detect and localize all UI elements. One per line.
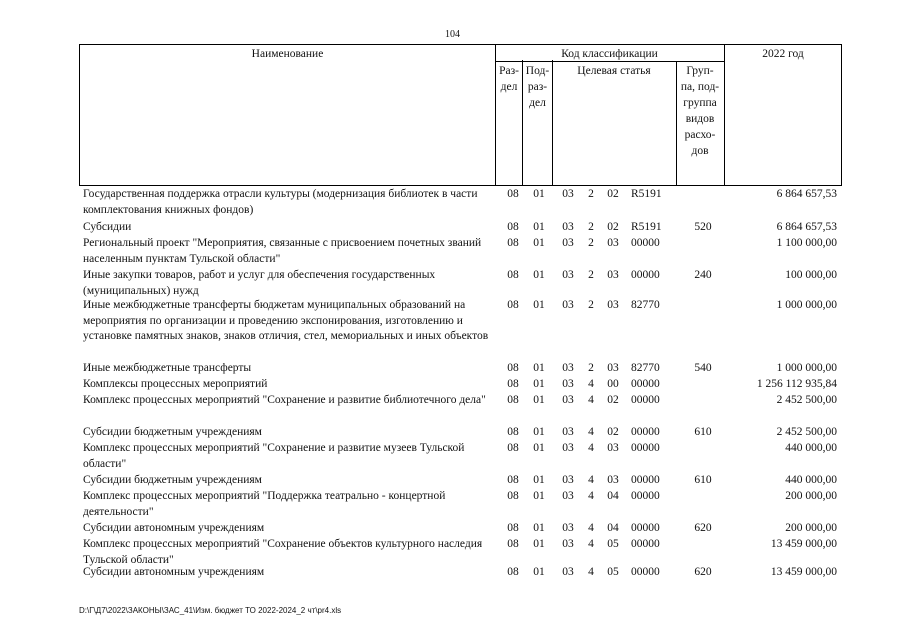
row-target-program: 03	[562, 237, 574, 249]
row-target-program: 03	[562, 426, 574, 438]
row-razdel: 08	[507, 474, 519, 486]
row-razdel: 08	[507, 299, 519, 311]
row-name: Комплексы процессных мероприятий	[83, 378, 268, 390]
row-target-type: 2	[588, 237, 594, 249]
row-target-program: 03	[562, 538, 574, 550]
row-amount: 1 000 000,00	[776, 362, 837, 374]
page-number: 104	[445, 29, 460, 40]
row-target-program: 03	[562, 474, 574, 486]
row-target-program: 03	[562, 394, 574, 406]
row-amount: 200 000,00	[785, 522, 837, 534]
row-razdel: 08	[507, 237, 519, 249]
row-target-direction: 00000	[631, 269, 660, 281]
row-target-direction: R5191	[631, 221, 662, 233]
row-podrazdel: 01	[533, 566, 545, 578]
row-target-type: 4	[588, 566, 594, 578]
row-target-direction: 00000	[631, 394, 660, 406]
row-target-element: 00	[607, 378, 619, 390]
row-amount: 1 100 000,00	[776, 237, 837, 249]
header-classification: Код классификации	[561, 48, 658, 60]
row-expense-group: 540	[694, 362, 712, 374]
row-target-element: 02	[607, 394, 619, 406]
row-amount: 1 256 112 935,84	[756, 378, 837, 390]
row-target-element: 02	[607, 426, 619, 438]
row-podrazdel: 01	[533, 362, 545, 374]
row-razdel: 08	[507, 426, 519, 438]
row-expense-group: 520	[694, 221, 712, 233]
row-podrazdel: 01	[533, 522, 545, 534]
row-target-type: 4	[588, 426, 594, 438]
row-podrazdel: 01	[533, 538, 545, 550]
row-target-direction: 00000	[631, 538, 660, 550]
row-target-program: 03	[562, 362, 574, 374]
row-razdel: 08	[507, 269, 519, 281]
row-amount: 6 864 657,53	[776, 221, 837, 233]
row-target-element: 03	[607, 442, 619, 454]
row-name: Иные закупки товаров, работ и услуг для обеспечения государственных (муниципальных) нужд	[83, 269, 436, 297]
row-target-element: 02	[607, 221, 619, 233]
col-divider	[724, 45, 725, 185]
row-target-type: 2	[588, 362, 594, 374]
row-name: Субсидии	[83, 221, 132, 233]
row-podrazdel: 01	[533, 442, 545, 454]
row-razdel: 08	[507, 221, 519, 233]
row-expense-group: 610	[694, 474, 712, 486]
row-target-direction: 00000	[631, 566, 660, 578]
row-name: Государственная поддержка отрасли культуры (модернизация библиотек в части комплектования книжных фондов)	[83, 188, 478, 216]
header-podrazdel: Под- раз- дел	[525, 65, 550, 109]
row-podrazdel: 01	[533, 237, 545, 249]
row-target-program: 03	[562, 188, 574, 200]
row-target-element: 03	[607, 299, 619, 311]
row-target-element: 03	[607, 237, 619, 249]
row-target-program: 03	[562, 566, 574, 578]
row-podrazdel: 01	[533, 299, 545, 311]
row-amount: 440 000,00	[785, 442, 837, 454]
row-podrazdel: 01	[533, 426, 545, 438]
row-podrazdel: 01	[533, 188, 545, 200]
file-path: D:\Г\Д7\2022\ЗАКОНЫ\ЗАС_41\Изм. бюджет ТО 2022-2024_2 чт\pr4.xls	[79, 606, 342, 615]
row-amount: 13 459 000,00	[770, 566, 837, 578]
row-target-direction: 82770	[631, 362, 660, 374]
row-target-element: 03	[607, 362, 619, 374]
row-target-type: 2	[588, 269, 594, 281]
row-target-type: 4	[588, 442, 594, 454]
row-target-program: 03	[562, 269, 574, 281]
row-amount: 6 864 657,53	[776, 188, 837, 200]
row-expense-group: 610	[694, 426, 712, 438]
row-target-program: 03	[562, 221, 574, 233]
row-target-element: 05	[607, 538, 619, 550]
row-razdel: 08	[507, 362, 519, 374]
header-group: Груп- па, под- группа видов расхо- дов	[680, 65, 720, 157]
row-target-element: 03	[607, 269, 619, 281]
row-name: Комплекс процессных мероприятий "Поддержка театрально - концертной деятельности"	[83, 490, 446, 518]
row-target-type: 4	[588, 522, 594, 534]
row-target-direction: 00000	[631, 426, 660, 438]
row-target-direction: 82770	[631, 299, 660, 311]
header-razdel: Раз- дел	[499, 65, 519, 93]
row-amount: 2 452 500,00	[776, 426, 837, 438]
row-target-direction: R5191	[631, 188, 662, 200]
row-amount: 1 000 000,00	[776, 299, 837, 311]
row-target-program: 03	[562, 490, 574, 502]
row-name: Субсидии бюджетным учреждениям	[83, 474, 262, 486]
row-razdel: 08	[507, 522, 519, 534]
row-target-program: 03	[562, 522, 574, 534]
row-target-type: 4	[588, 490, 594, 502]
row-target-direction: 00000	[631, 522, 660, 534]
row-target-program: 03	[562, 378, 574, 390]
row-razdel: 08	[507, 566, 519, 578]
row-razdel: 08	[507, 188, 519, 200]
row-target-element: 02	[607, 188, 619, 200]
header-name: Наименование	[251, 48, 324, 60]
row-target-type: 2	[588, 299, 594, 311]
row-target-type: 4	[588, 394, 594, 406]
row-expense-group: 620	[694, 522, 712, 534]
header-target: Целевая статья	[577, 65, 651, 77]
row-razdel: 08	[507, 394, 519, 406]
row-target-type: 4	[588, 538, 594, 550]
row-target-type: 2	[588, 188, 594, 200]
row-razdel: 08	[507, 442, 519, 454]
row-name: Комплекс процессных мероприятий "Сохранение и развитие музеев Тульской области"	[83, 442, 465, 470]
row-amount: 440 000,00	[785, 474, 837, 486]
row-target-program: 03	[562, 299, 574, 311]
row-name: Субсидии бюджетным учреждениям	[83, 426, 262, 438]
row-target-type: 4	[588, 474, 594, 486]
row-target-type: 4	[588, 378, 594, 390]
row-razdel: 08	[507, 378, 519, 390]
row-amount: 2 452 500,00	[776, 394, 837, 406]
row-expense-group: 240	[694, 269, 712, 281]
row-name: Комплекс процессных мероприятий "Сохранение и развитие библиотечного дела"	[83, 394, 486, 406]
row-name: Иные межбюджетные трансферты	[83, 362, 252, 374]
row-name: Иные межбюджетные трансферты бюджетам муниципальных образований на мероприятия по организации и проведению экспонирования, изготовлению и установке памятных знаков, знаков отличия, стел, мемориальных и иных объектов	[83, 299, 489, 342]
row-name: Комплекс процессных мероприятий "Сохранение объектов культурного наследия Тульской области"	[83, 538, 483, 566]
row-expense-group: 620	[694, 566, 712, 578]
row-target-direction: 00000	[631, 237, 660, 249]
row-name: Региональный проект "Мероприятия, связанные с присвоением почетных званий населенным пунктам Тульской области"	[83, 237, 482, 265]
row-razdel: 08	[507, 538, 519, 550]
table-header	[79, 44, 842, 186]
row-target-element: 05	[607, 566, 619, 578]
header-year: 2022 год	[762, 48, 804, 60]
row-name: Субсидии автономным учреждениям	[83, 522, 265, 534]
row-podrazdel: 01	[533, 394, 545, 406]
row-target-element: 04	[607, 522, 619, 534]
row-podrazdel: 01	[533, 269, 545, 281]
row-podrazdel: 01	[533, 378, 545, 390]
row-name: Субсидии автономным учреждениям	[83, 566, 265, 578]
row-podrazdel: 01	[533, 474, 545, 486]
row-target-type: 2	[588, 221, 594, 233]
row-amount: 13 459 000,00	[770, 538, 837, 550]
row-target-direction: 00000	[631, 474, 660, 486]
row-target-direction: 00000	[631, 490, 660, 502]
row-target-direction: 00000	[631, 378, 660, 390]
row-target-direction: 00000	[631, 442, 660, 454]
row-target-element: 04	[607, 490, 619, 502]
row-target-element: 03	[607, 474, 619, 486]
row-razdel: 08	[507, 490, 519, 502]
row-amount: 100 000,00	[785, 269, 837, 281]
row-podrazdel: 01	[533, 490, 545, 502]
row-podrazdel: 01	[533, 221, 545, 233]
row-amount: 200 000,00	[785, 490, 837, 502]
row-target-program: 03	[562, 442, 574, 454]
